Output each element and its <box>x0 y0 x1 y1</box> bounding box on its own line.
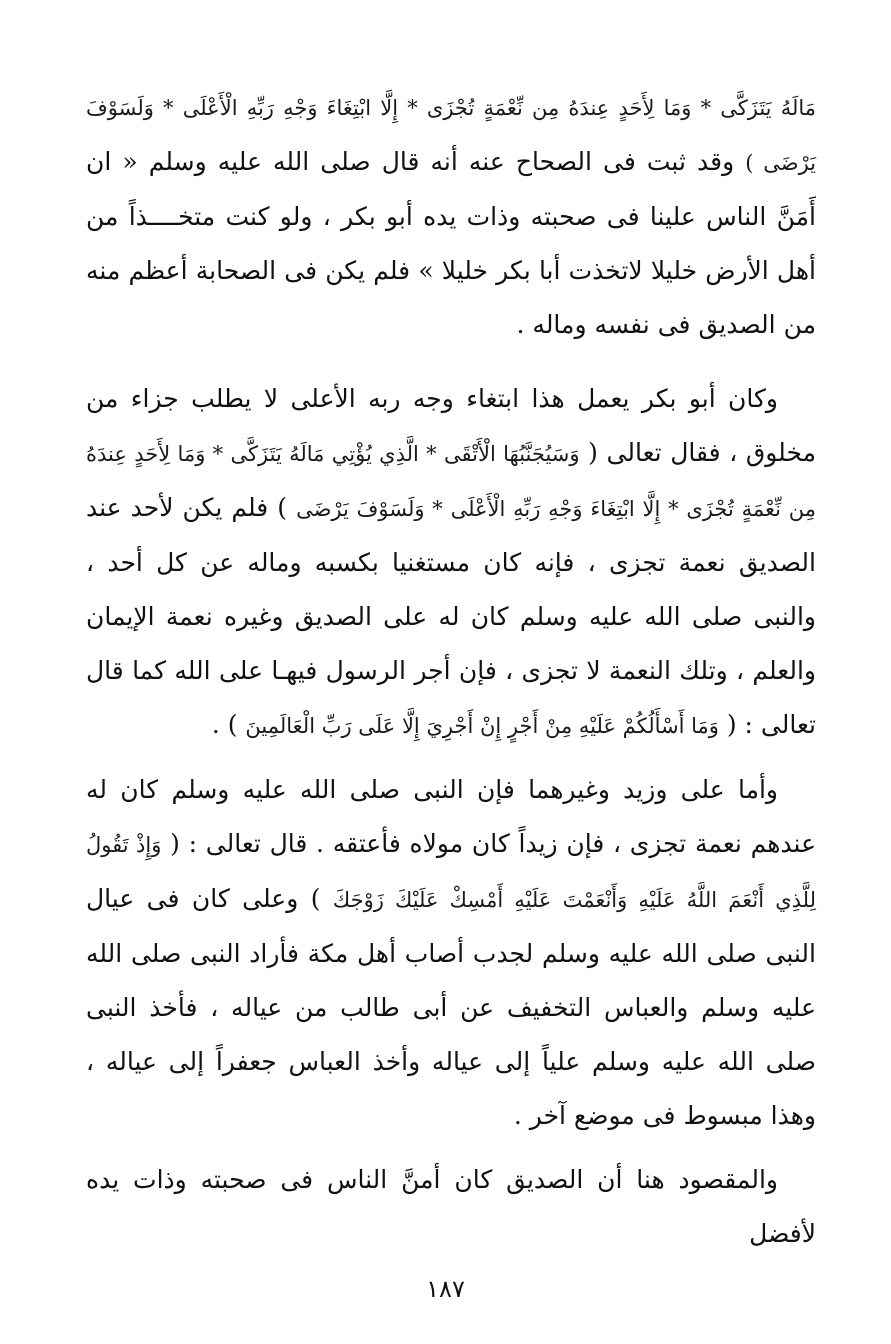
paragraph-4 <box>86 1153 816 1261</box>
quran-verse: وَمَا أَسْأَلُكُمْ عَلَيْهِ مِنْ أَجْرٍ إِنْ أَجْرِيَ إِلَّا عَلَى رَبِّ الْعَالَمِينَ <box>245 714 719 738</box>
body-text: والمقصود هنا أن الصديق كان أمنَّ الناس فى صحبته وذات يده لأفضل <box>86 1165 816 1248</box>
page-body <box>86 80 816 1261</box>
paragraph-1 <box>86 80 816 352</box>
paragraph-2 <box>86 372 816 753</box>
quran-verse: وَسَيُجَنَّبُهَا الْأَتْقَى * الَّذِي يُؤْتِي مَالَهُ يَتَزَكَّى * وَمَا لِأَحَدٍ عِندَهُ مِن نِّعْمَةٍ تُجْزَى * إِلَّا ابْتِغَاءَ وَجْهِ رَبِّهِ الْأَعْلَى * وَلَسَوْفَ يَرْضَى <box>86 442 816 521</box>
quran-verse: وَإِذْ تَقُولُ لِلَّذِي أَنْعَمَ اللَّهُ عَلَيْهِ وَأَنْعَمْتَ عَلَيْهِ أَمْسِكْ عَلَيْكَ زَوْجَكَ <box>86 833 817 912</box>
quran-verse: مَالَهُ يَتَزَكَّى * وَمَا لِأَحَدٍ عِندَهُ مِن نِّعْمَةٍ تُجْزَى * إِلَّا ابْتِغَاءَ وَجْهِ رَبِّهِ الْأَعْلَى * وَلَسَوْفَ يَرْضَى ) <box>86 96 816 175</box>
body-text: وقد ثبت فى الصحاح عنه أنه قال صلى الله عليه وسلم « ان أَمَنَّ الناس علينا فى صحبته وذات يده أبو بكر ، ولو كنت متخــــذاً من أهل الأرض خليلا لاتخذت أبا بكر خليلا » فلم يكن فى الصحابة أعظم منه من الصديق فى نفسه وماله . <box>86 147 816 339</box>
body-text: وأما على وزيد وغيرهما فإن النبى صلى الله عليه وسلم كان له عندهم نعمة تجزى ، فإن زيداً كان مولاه فأعتقه . قال تعالى : ( <box>86 775 817 858</box>
body-text: ) . <box>211 710 246 739</box>
page-number: ١٨٧ <box>426 1275 465 1303</box>
body-text: ) وعلى كان فى عيال النبى صلى الله عليه وسلم لجدب أصاب أهل مكة فأراد النبى صلى الله عليه وسلم والعباس التخفيف عن أبى طالب من عياله ، فأخذ النبى صلى الله عليه وسلم علياً إلى عياله وأخذ العباس جعفراً إلى عياله ، وهذا مبسوط فى موضع آخر . <box>86 884 816 1130</box>
body-text: وكان أبو بكر يعمل هذا ابتغاء وجه ربه الأعلى لا يطلب جزاء من مخلوق ، فقال تعالى ( <box>86 384 816 467</box>
body-text: ) فلم يكن لأحد عند الصديق نعمة تجزى ، فإنه كان مستغنيا بكسبه وماله عن كل أحد ، والنبى صلى الله عليه وسلم كان له على الصديق وغيره نعمة الإيمان والعلم ، وتلك النعمة لا تجزى ، فإن أجر الرسول فيهـا على الله كما قال تعالى : ( <box>86 493 816 739</box>
paragraph-3 <box>86 763 816 1143</box>
